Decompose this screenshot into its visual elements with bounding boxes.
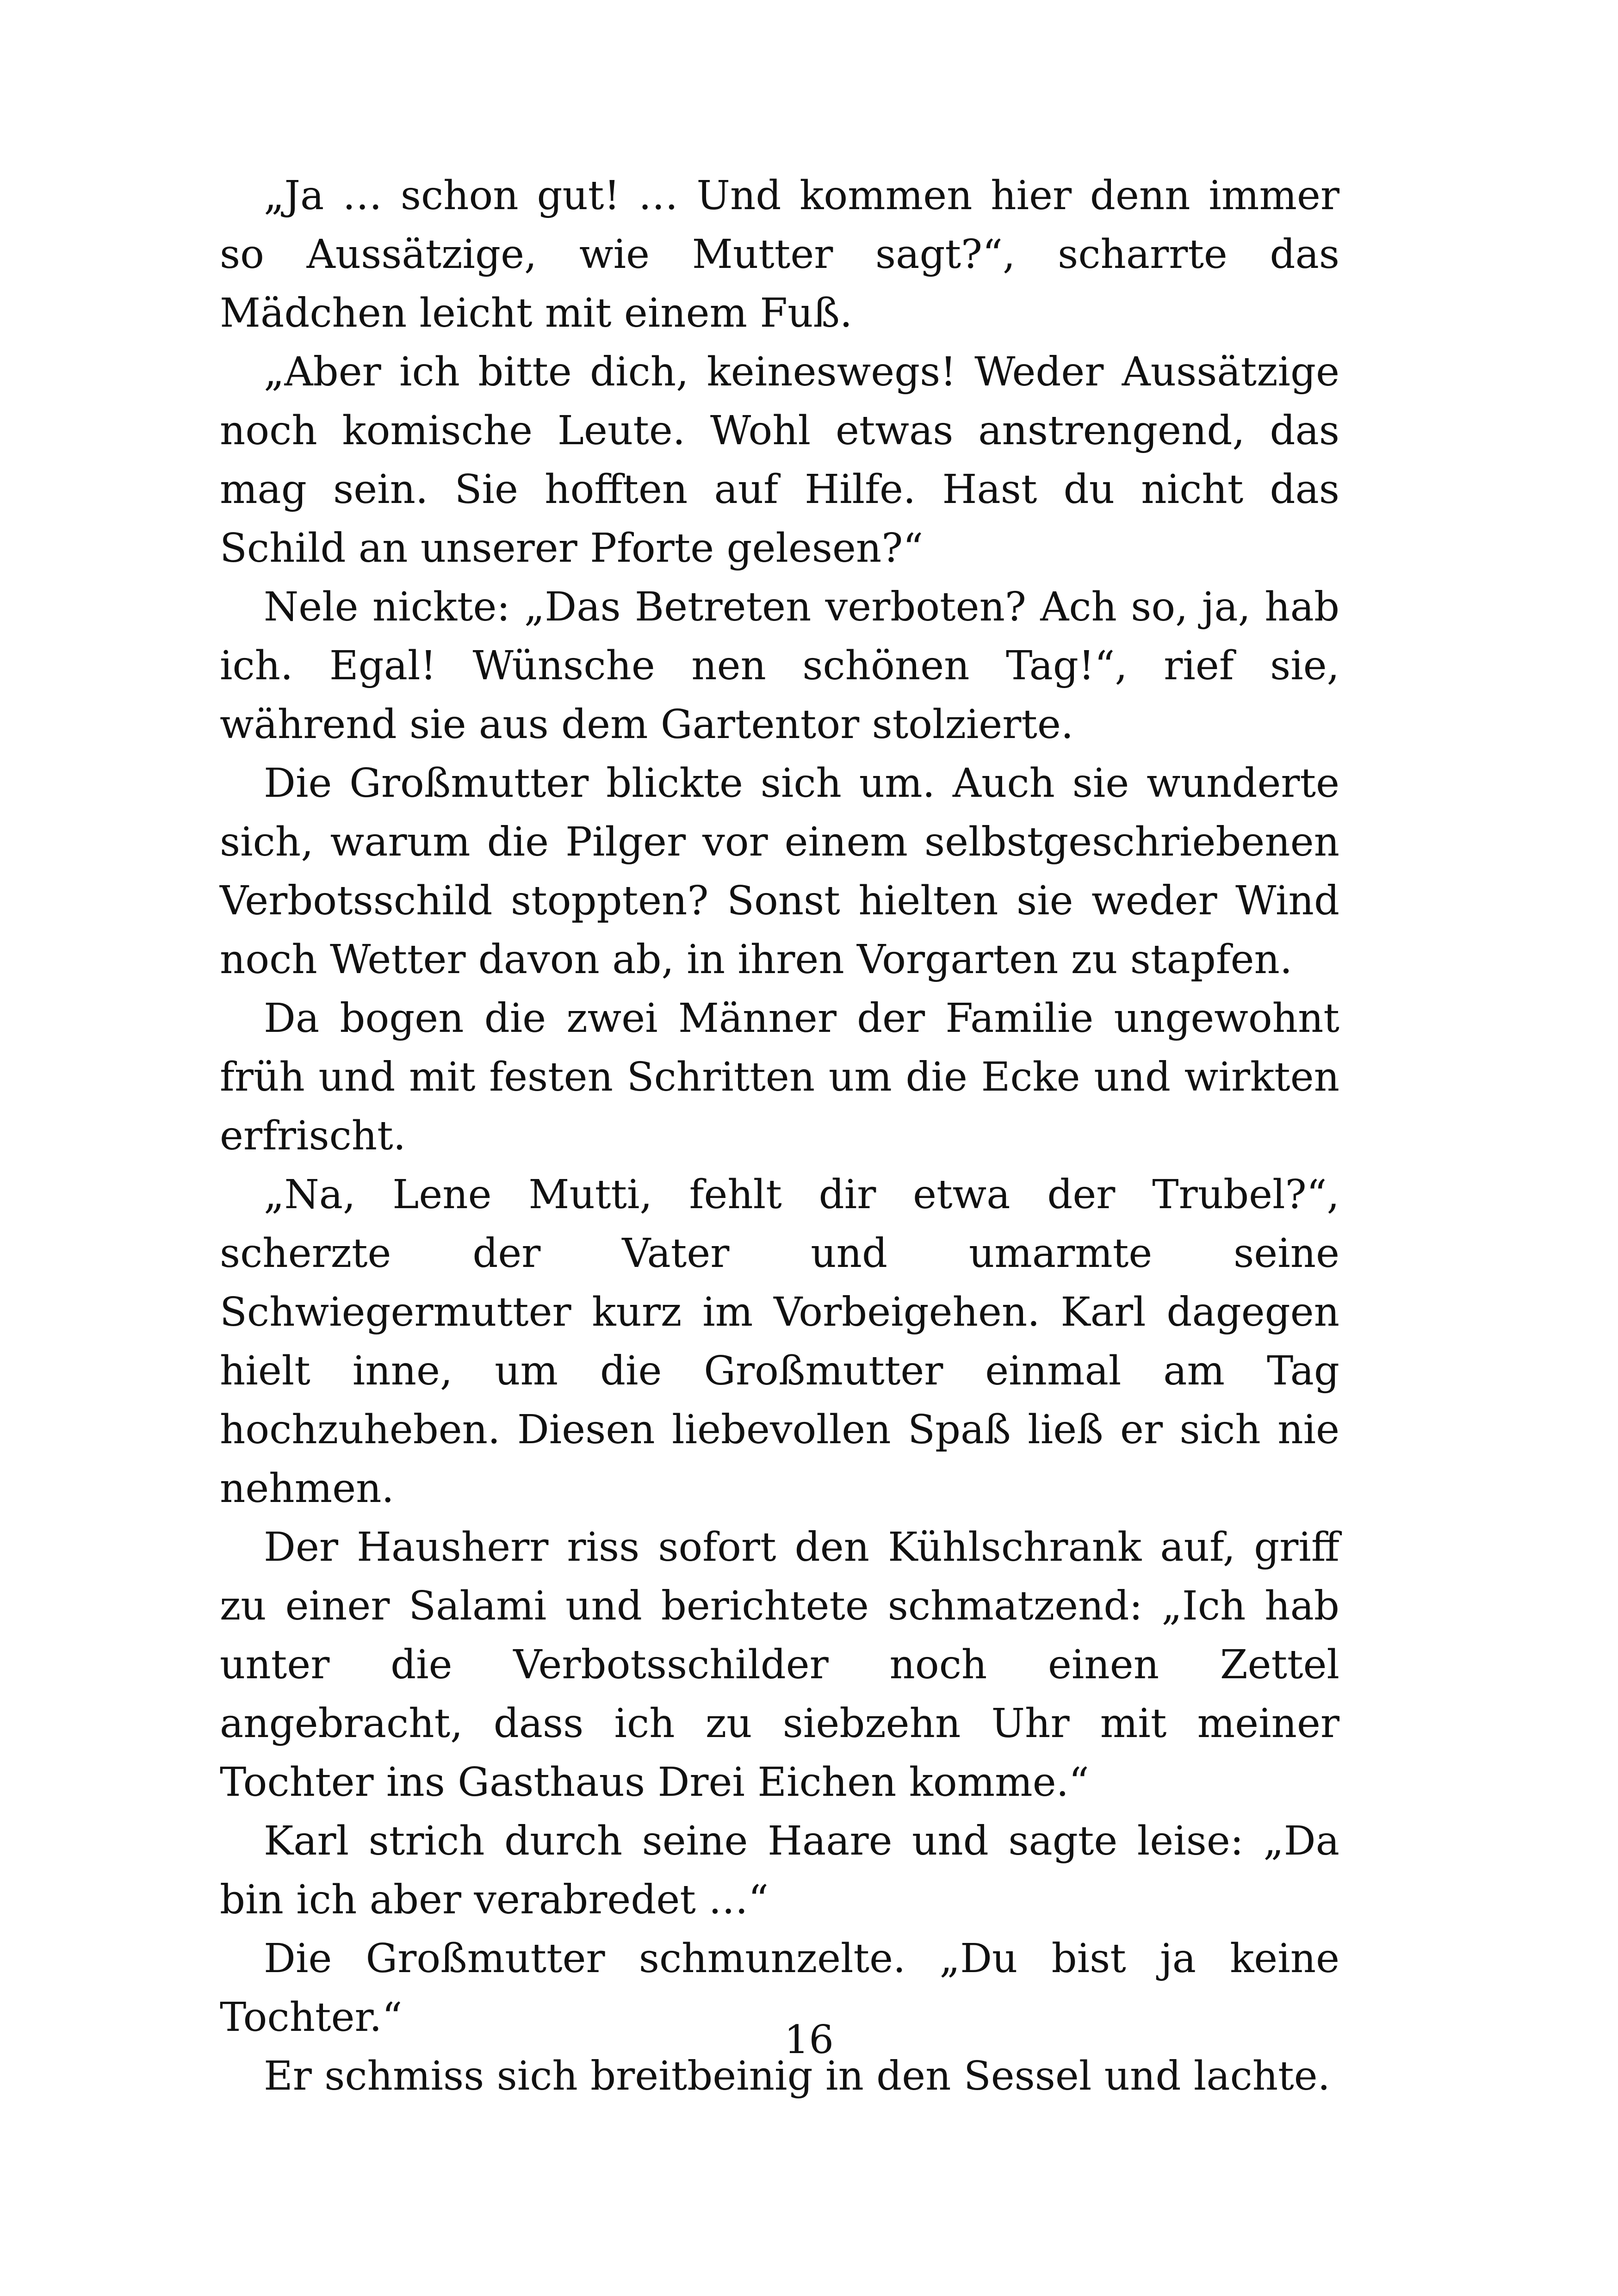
paragraph: „Ja … schon gut! … Und kommen hier denn immer so Aussätzige, wie Mutter sagt?“, scharrte das Mädchen leicht mit einem Fuß. bbox=[220, 173, 1339, 336]
paragraph: Die Großmutter blickte sich um. Auch sie wunderte sich, warum die Pilger vor einem selbstgeschriebenen Verbotsschild stoppten? Sonst hielten sie weder Wind noch Wetter davon ab, in ihren Vorgarten zu stapfen. bbox=[220, 760, 1339, 983]
page-number: 16 bbox=[784, 2017, 834, 2062]
body-text bbox=[220, 167, 1339, 2106]
paragraph: Die Großmutter schmunzelte. „Du bist ja keine Tochter.“ bbox=[220, 1936, 1339, 2041]
paragraph: Nele nickte: „Das Betreten verboten? Ach so, ja, hab ich. Egal! Wünsche nen schönen Tag!“, rief sie, während sie aus dem Gartentor stolzierte. bbox=[220, 584, 1339, 748]
paragraph: Da bogen die zwei Männer der Familie ungewohnt früh und mit festen Schritten um die Ecke und wirkten erfrischt. bbox=[220, 995, 1339, 1159]
paragraph: Karl strich durch seine Haare und sagte leise: „Da bin ich aber verabredet …“ bbox=[220, 1818, 1339, 1923]
paragraph: „Na, Lene Mutti, fehlt dir etwa der Trubel?“, scherzte der Vater und umarmte seine Schwiegermutter kurz im Vorbeigehen. Karl dagegen hielt inne, um die Großmutter einmal am Tag hochzuheben. Diesen liebevollen Spaß ließ er sich nie nehmen. bbox=[220, 1172, 1339, 1512]
paragraph: Er schmiss sich breitbeinig in den Sessel und lachte. bbox=[264, 2053, 1330, 2099]
paragraph: Der Hausherr riss sofort den Kühlschrank auf, griff zu einer Salami und berichtete schmatzend: „Ich hab unter die Verbotsschilder noch einen Zettel angebracht, dass ich zu siebzehn Uhr mit meiner Tochter ins Gasthaus Drei Eichen komme.“ bbox=[220, 1524, 1339, 1806]
paragraph: „Aber ich bitte dich, keineswegs! Weder Aussätzige noch komische Leute. Wohl etwas anstrengend, das mag sein. Sie hofften auf Hilfe. Hast du nicht das Schild an unserer Pforte gelesen?“ bbox=[220, 349, 1339, 571]
